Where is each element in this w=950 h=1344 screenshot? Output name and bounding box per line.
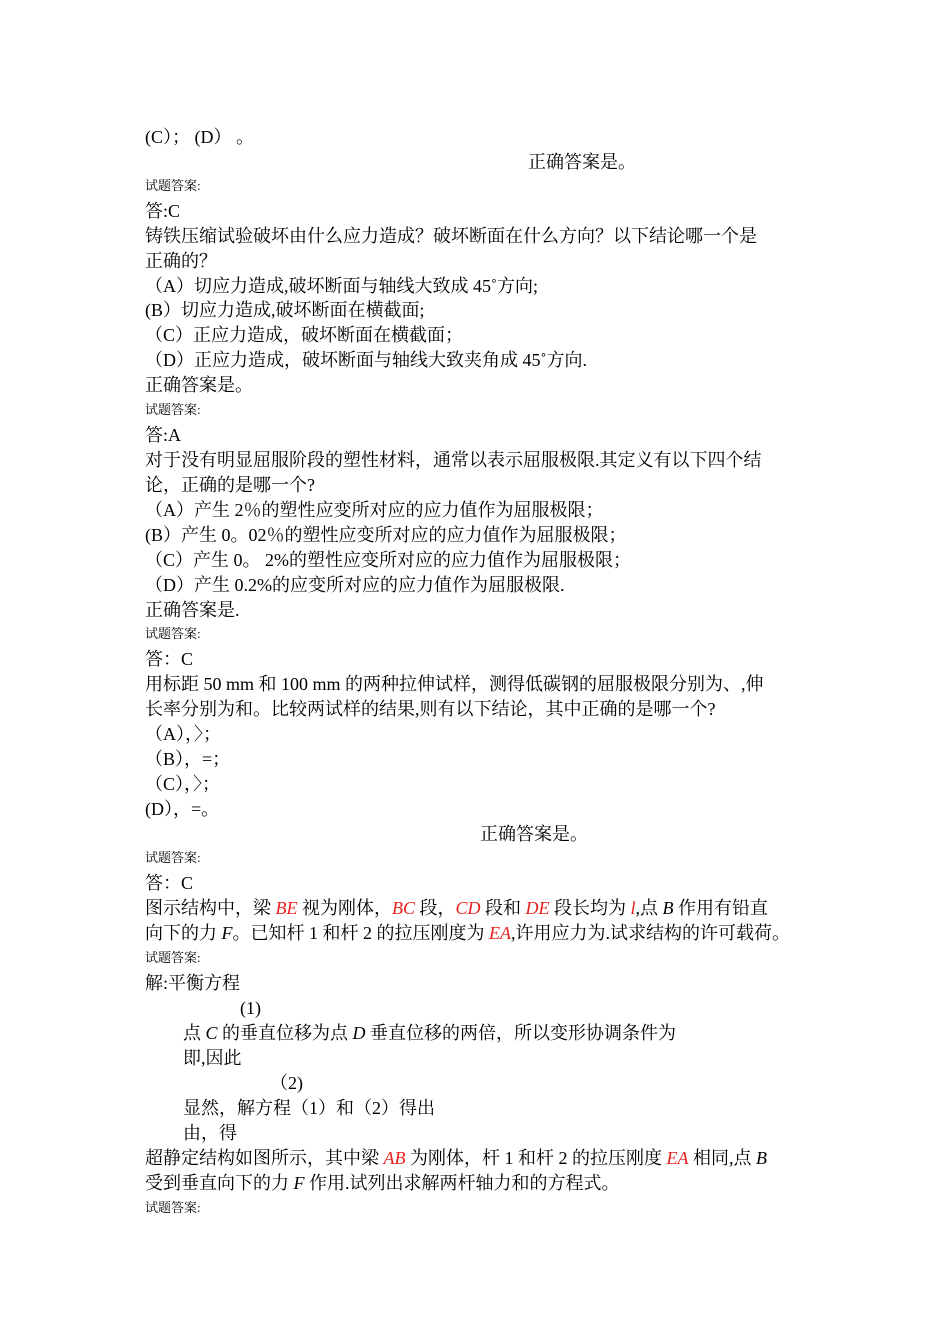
q3-option-d: (D），=。 (145, 799, 220, 819)
q4-solution-line1: 解:平衡方程 (145, 973, 241, 993)
q4-var-b: B (662, 898, 674, 918)
q4-var-d: D (352, 1023, 366, 1043)
q4-text: 垂直位移的两倍，所以变形协调条件为 (365, 1023, 677, 1043)
q1-answer: 答:A (145, 425, 181, 445)
q2-stem-line1: 对于没有明显屈服阶段的塑性材料，通常以表示屈服极限.其定义有以下四个结 (145, 450, 762, 470)
q4-var-bc: BC (392, 898, 416, 918)
q0-correct-answer-prompt: 正确答案是。 (528, 152, 636, 172)
q2-option-b: (B）产生 0。02％的塑性应变所对应的应力值作为屈服极限； (145, 525, 627, 545)
q5-stem-line1 (145, 1146, 767, 1170)
q4-text: 段， (415, 898, 456, 918)
q4-text: 。已知杆 1 和杆 2 的拉压刚度为 (232, 923, 489, 943)
q1-stem-line2: 正确的？ (145, 251, 217, 271)
q0-answer-label: 试题答案: (145, 178, 201, 193)
q4-solution-line4: 显然，解方程（1）和（2）得出 (183, 1098, 435, 1118)
q5-text: 相同,点 (688, 1148, 756, 1168)
q2-stem-line2: 论，正确的是哪一个? (145, 475, 315, 495)
q4-stem-line1 (145, 896, 768, 920)
q2-answer-label: 试题答案: (145, 626, 201, 641)
q2-option-a: （A）产生 2％的塑性应变所对应的应力值作为屈服极限； (145, 500, 604, 520)
q3-option-b: （B），=； (145, 749, 231, 769)
q5-stem-line2 (145, 1171, 620, 1195)
q4-text: 点 (183, 1023, 206, 1043)
q5-var-f: F (293, 1173, 305, 1193)
q3-option-a: （A），〉； (145, 724, 221, 744)
q1-correct-answer-prompt: 正确答案是。 (145, 375, 253, 395)
q4-text: 向下的力 (145, 923, 222, 943)
q0-answer: 答:C (145, 201, 181, 221)
q4-solution-line5: 由，得 (183, 1123, 237, 1143)
q2-option-c: （C）产生 0。 2%的塑性应变所对应的应力值作为屈服极限； (145, 550, 631, 570)
q2-correct-answer-prompt: 正确答案是. (145, 600, 240, 620)
q4-var-be: BE (275, 898, 298, 918)
q4-var-l: l (630, 898, 636, 918)
q1-option-d: （D）正应力造成，破坏断面与轴线大致夹角成 45˚方向. (145, 350, 587, 370)
q4-text: 段和 (480, 898, 526, 918)
q4-solution-line2 (183, 1021, 676, 1045)
q4-text: 段长均为 (549, 898, 631, 918)
q1-option-b: (B）切应力造成,破坏断面在横截面; (145, 300, 425, 320)
q3-answer-label: 试题答案: (145, 850, 201, 865)
q2-option-d: （D）产生 0.2%的应变所对应的应力值作为屈服极限. (145, 575, 565, 595)
q5-var-b: B (756, 1148, 767, 1168)
q5-text: 受到垂直向下的力 (145, 1173, 294, 1193)
q4-text: 图示结构中，梁 (145, 898, 276, 918)
q5-var-ea: EA (666, 1148, 689, 1168)
q4-text: 视为刚体， (297, 898, 392, 918)
q5-answer-label: 试题答案: (145, 1200, 201, 1215)
q1-answer-label: 试题答案: (145, 402, 201, 417)
q1-stem-line1: 铸铁压缩试验破坏由什么应力造成？破坏断面在什么方向？以下结论哪一个是 (145, 226, 757, 246)
q1-option-a: （A）切应力造成,破坏断面与轴线大致成 45˚方向; (145, 276, 538, 296)
q5-text: 超静定结构如图所示，其中梁 (145, 1148, 384, 1168)
q4-var-de: DE (525, 898, 550, 918)
q4-text: 的垂直位移为点 (217, 1023, 353, 1043)
q1-option-c: （C）正应力造成，破坏断面在横截面； (145, 325, 464, 345)
q3-option-c: （C），〉； (145, 774, 221, 794)
q4-var-f: F (221, 923, 233, 943)
q4-equation-2-number: （2) (270, 1073, 303, 1093)
q2-answer: 答：C (145, 649, 194, 669)
q4-solution-line3: 即,因此 (183, 1048, 242, 1068)
q3-stem-line2: 长率分别为和。比较两试样的结果,则有以下结论，其中正确的是哪一个? (145, 699, 716, 719)
q4-text: 作用有铅直 (673, 898, 769, 918)
q3-correct-answer-prompt: 正确答案是。 (480, 824, 588, 844)
q5-text: 作用.试列出求解两杆轴力和的方程式。 (304, 1173, 620, 1193)
q5-text: 为刚体，杆 1 和杆 2 的拉压刚度 (405, 1148, 667, 1168)
q3-answer: 答：C (145, 873, 194, 893)
q4-answer-label: 试题答案: (145, 950, 201, 965)
q4-text: ,点 (635, 898, 663, 918)
q4-var-ea: EA (489, 923, 511, 943)
q4-text: ,许用应力为.试求结构的许可载荷。 (511, 923, 790, 943)
q4-var-cd: CD (455, 898, 481, 918)
q4-stem-line2 (145, 921, 790, 945)
q3-stem-line1: 用标距 50 mm 和 100 mm 的两种拉伸试样，测得低碳钢的屈服极限分别为、,伸 (145, 674, 764, 694)
q4-equation-1-number: (1) (240, 998, 261, 1018)
q5-var-ab: AB (383, 1148, 406, 1168)
q0-options: (C）； (D） 。 (145, 127, 254, 147)
q4-var-c: C (205, 1023, 218, 1043)
